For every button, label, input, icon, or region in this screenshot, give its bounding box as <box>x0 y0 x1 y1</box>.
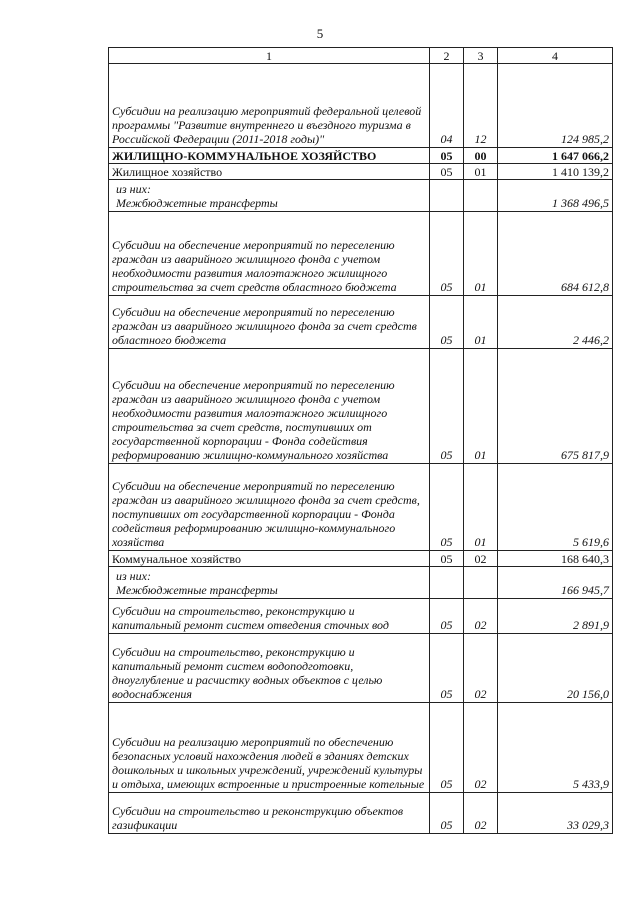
row-name <box>109 180 430 212</box>
table-row <box>109 634 613 703</box>
row-amount: 33 029,3 <box>498 793 613 834</box>
row-amount: 1 368 496,5 <box>498 180 613 212</box>
table-row <box>109 551 613 567</box>
page-number: 5 <box>316 26 324 41</box>
table-row <box>109 793 613 834</box>
row-name: Коммунальное хозяйство <box>109 551 430 567</box>
row-name: Субсидии на обеспечение мероприятий по переселению граждан из аварийного жилищного фонда за счет средств, поступивших от государственной корпорации - Фонда содействия реформированию жилищно-коммунального хозяйства <box>109 464 430 551</box>
row-subsection: 01 <box>464 164 498 180</box>
row-amount: 5 433,9 <box>498 703 613 793</box>
table-row <box>109 567 613 599</box>
table-row <box>109 349 613 464</box>
row-amount: 168 640,3 <box>498 551 613 567</box>
row-note: из них: <box>116 182 151 196</box>
row-subsection: 12 <box>464 64 498 148</box>
row-subname: Межбюджетные трансферты <box>116 583 278 597</box>
row-subsection: 02 <box>464 793 498 834</box>
row-subsection <box>464 180 498 212</box>
row-subsection: 02 <box>464 634 498 703</box>
row-subsection: 02 <box>464 703 498 793</box>
row-section: 04 <box>430 64 464 148</box>
row-section: 05 <box>430 148 464 164</box>
row-name: Субсидии на реализацию мероприятий по обеспечению безопасных условий нахождения людей в зданиях детских дошкольных и школьных учреждений, учреждений культуры и отдыха, имеющих встроенные и пристроенные котельные <box>109 703 430 793</box>
row-name: ЖИЛИЩНО-КОММУНАЛЬНОЕ ХОЗЯЙСТВО <box>109 148 430 164</box>
row-name: Субсидии на реализацию мероприятий федеральной целевой программы "Развитие внутреннего и въездного туризма в Российской Федерации (2011-2018 годы)" <box>109 64 430 148</box>
row-name: Субсидии на строительство, реконструкцию и капитальный ремонт систем водоподготовки, дноуглубление и расчистку водных объектов с целью водоснабжения <box>109 634 430 703</box>
header-col-2: 2 <box>430 48 464 64</box>
row-subsection: 01 <box>464 296 498 349</box>
row-amount: 2 891,9 <box>498 599 613 634</box>
row-amount: 684 612,8 <box>498 212 613 296</box>
row-section: 05 <box>430 634 464 703</box>
row-section: 05 <box>430 212 464 296</box>
row-name: Субсидии на строительство и реконструкцию объектов газификации <box>109 793 430 834</box>
table-row <box>109 180 613 212</box>
header-col-1: 1 <box>109 48 430 64</box>
row-name: Субсидии на обеспечение мероприятий по переселению граждан из аварийного жилищного фонда с учетом необходимости развития малоэтажного жилищного строительства за счет средств, поступивших от государственной корпорации - Фонда содействия реформированию жилищно-коммунального хозяйства <box>109 349 430 464</box>
header-col-4: 4 <box>498 48 613 64</box>
row-amount: 166 945,7 <box>498 567 613 599</box>
row-amount: 1 410 139,2 <box>498 164 613 180</box>
table-row <box>109 464 613 551</box>
row-amount: 1 647 066,2 <box>498 148 613 164</box>
row-section: 05 <box>430 464 464 551</box>
row-note: из них: <box>116 569 151 583</box>
row-subsection: 01 <box>464 212 498 296</box>
table-row <box>109 599 613 634</box>
table-row <box>109 703 613 793</box>
row-subsection: 02 <box>464 551 498 567</box>
row-name: Жилищное хозяйство <box>109 164 430 180</box>
row-name <box>109 567 430 599</box>
row-subsection: 01 <box>464 464 498 551</box>
table-row <box>109 64 613 148</box>
row-section <box>430 180 464 212</box>
row-section: 05 <box>430 793 464 834</box>
table-row <box>109 212 613 296</box>
row-section: 05 <box>430 703 464 793</box>
table-row <box>109 148 613 164</box>
row-section <box>430 567 464 599</box>
row-subsection <box>464 567 498 599</box>
row-amount: 675 817,9 <box>498 349 613 464</box>
row-amount: 124 985,2 <box>498 64 613 148</box>
row-section: 05 <box>430 349 464 464</box>
row-amount: 2 446,2 <box>498 296 613 349</box>
row-section: 05 <box>430 296 464 349</box>
row-section: 05 <box>430 551 464 567</box>
row-name: Субсидии на обеспечение мероприятий по переселению граждан из аварийного жилищного фонда за счет средств областного бюджета <box>109 296 430 349</box>
row-subsection: 02 <box>464 599 498 634</box>
row-subsection: 01 <box>464 349 498 464</box>
row-subname: Межбюджетные трансферты <box>116 196 278 210</box>
budget-table <box>108 47 613 834</box>
table-row <box>109 296 613 349</box>
row-subsection: 00 <box>464 148 498 164</box>
row-section: 05 <box>430 164 464 180</box>
row-name: Субсидии на обеспечение мероприятий по переселению граждан из аварийного жилищного фонда с учетом необходимости развития малоэтажного жилищного строительства за счет средств областного бюджета <box>109 212 430 296</box>
row-amount: 5 619,6 <box>498 464 613 551</box>
row-section: 05 <box>430 599 464 634</box>
header-col-3: 3 <box>464 48 498 64</box>
row-name: Субсидии на строительство, реконструкцию и капитальный ремонт систем отведения сточных вод <box>109 599 430 634</box>
table-row <box>109 164 613 180</box>
table-header-row <box>109 48 613 64</box>
row-amount: 20 156,0 <box>498 634 613 703</box>
